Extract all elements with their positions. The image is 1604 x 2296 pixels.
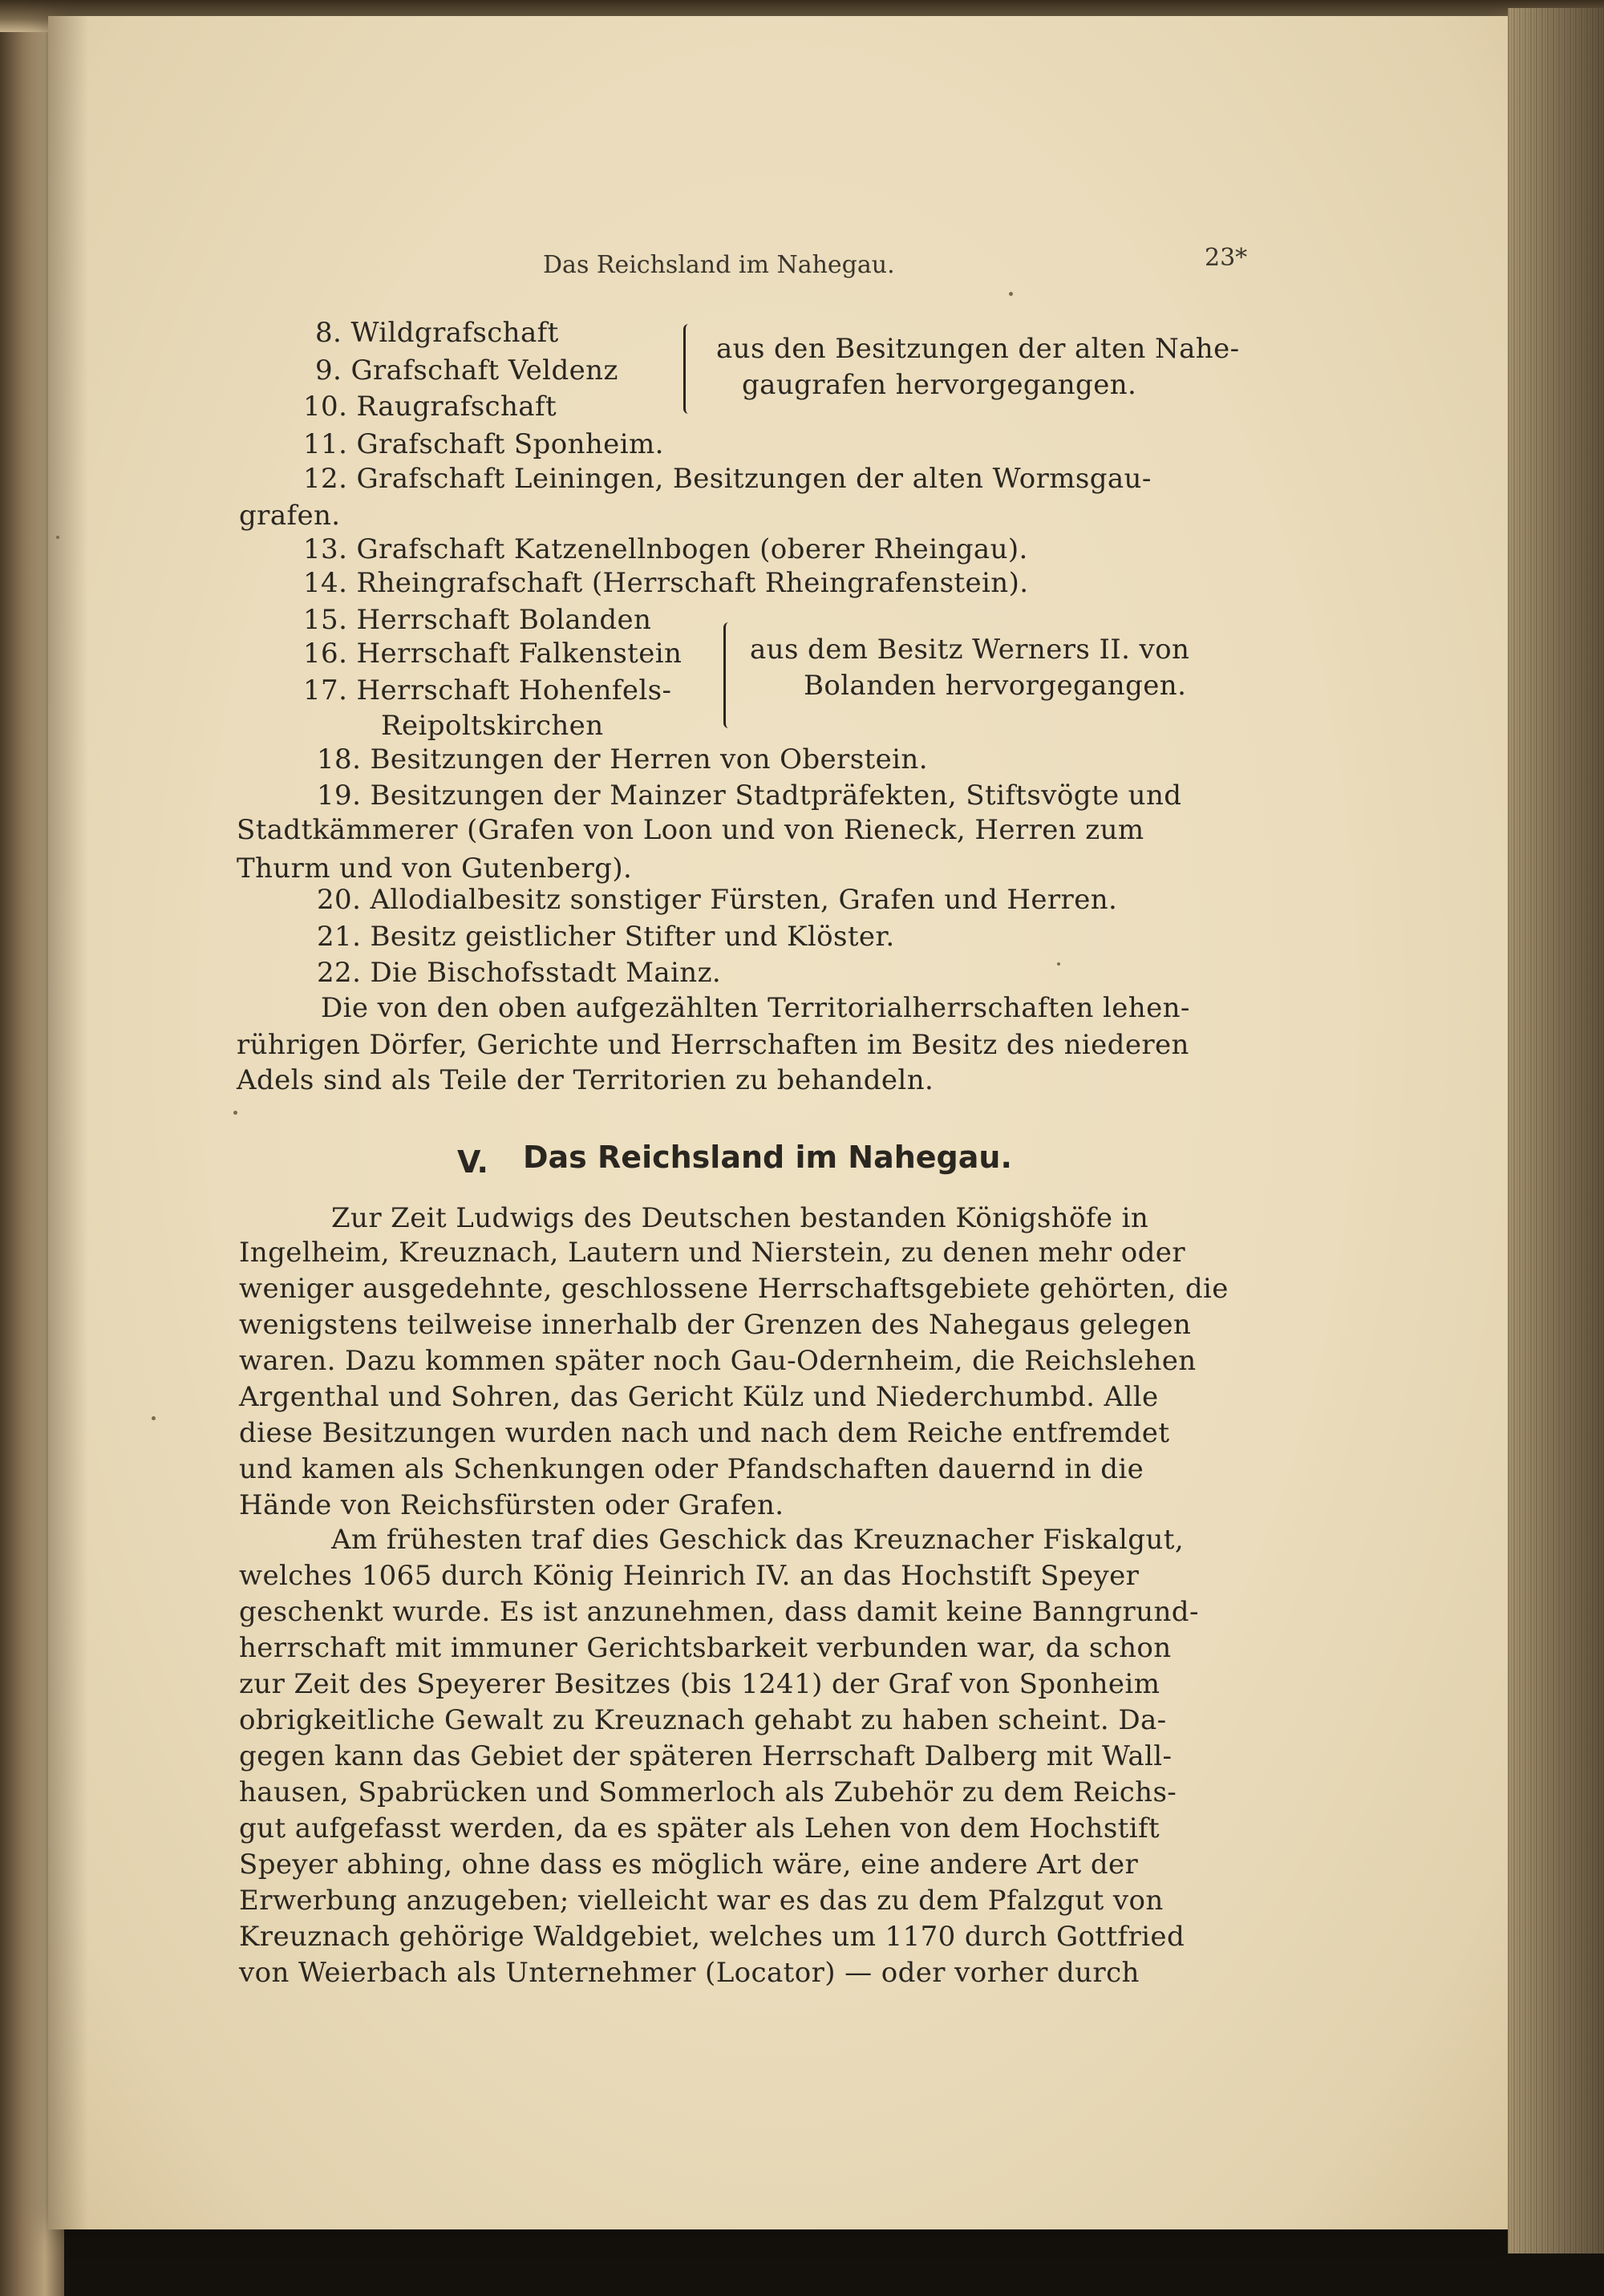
paragraph-1-line4: wenigstens teilweise innerhalb der Grenzen des Nahegaus gelegen — [239, 1309, 1192, 1341]
paragraph-2-line6: obrigkeitliche Gewalt zu Kreuznach gehabt zu haben scheint. Da- — [239, 1704, 1167, 1736]
paragraph-2-line12: Kreuznach gehörige Waldgebiet, welches um 1170 durch Gottfried — [239, 1921, 1185, 1953]
paragraph-1-line5: waren. Dazu kommen später noch Gau-Odernheim, die Reichslehen — [239, 1345, 1197, 1377]
paragraph-2-line11: Erwerbung anzugeben; vielleicht war es das zu dem Pfalzgut von — [239, 1885, 1164, 1917]
paper-speck — [152, 1416, 156, 1420]
paragraph-2-line10: Speyer abhing, ohne dass es möglich wäre, eine andere Art der — [239, 1849, 1139, 1881]
paragraph-2-line3: geschenkt wurde. Es ist anzunehmen, dass damit keine Banngrund- — [239, 1596, 1199, 1628]
running-title: Das Reichsland im Nahegau. — [543, 251, 895, 279]
closing-paragraph-line1: Die von den oben aufgezählten Territorialherrschaften lehen- — [321, 992, 1190, 1024]
list-item-13: 13. Grafschaft Katzenellnbogen (oberer Rheingau). — [303, 533, 1028, 565]
gutter-shadow — [48, 16, 88, 2229]
list-item-12-line1: 12. Grafschaft Leiningen, Besitzungen der alten Wormsgau- — [303, 463, 1152, 495]
brace-note-8-10-line1: aus den Besitzungen der alten Nahe- — [716, 333, 1240, 365]
list-item-18: 18. Besitzungen der Herren von Oberstein. — [317, 743, 928, 775]
list-item-21: 21. Besitz geistlicher Stifter und Klöster. — [317, 921, 895, 953]
list-item-9: 9. Grafschaft Veldenz — [315, 354, 618, 387]
page-fore-edge — [1508, 8, 1604, 2253]
paper-speck — [1057, 962, 1060, 966]
list-item-22: 22. Die Bischofsstadt Mainz. — [317, 957, 722, 989]
paragraph-1-line2: Ingelheim, Kreuznach, Lautern und Nierstein, zu denen mehr oder — [239, 1237, 1185, 1269]
list-item-19-line2: Stadtkämmerer (Grafen von Loon und von Rieneck, Herren zum — [237, 814, 1144, 846]
list-item-12-line2: grafen. — [239, 500, 341, 532]
paragraph-1-line8: und kamen als Schenkungen oder Pfandschaften dauernd in die — [239, 1453, 1144, 1485]
list-item-17-line1: 17. Herrschaft Hohenfels- — [303, 674, 672, 707]
list-item-10: 10. Raugrafschaft — [303, 391, 557, 423]
paragraph-2-line8: hausen, Spabrücken und Sommerloch als Zubehör zu dem Reichs- — [239, 1776, 1177, 1808]
list-item-14: 14. Rheingrafschaft (Herrschaft Rheingrafenstein). — [303, 567, 1029, 599]
paragraph-1-line9: Hände von Reichsfürsten oder Grafen. — [239, 1489, 784, 1521]
paragraph-2-line4: herrschaft mit immuner Gerichtsbarkeit verbunden war, da schon — [239, 1632, 1172, 1664]
paragraph-1-line7: diese Besitzungen wurden nach und nach dem Reiche entfremdet — [239, 1417, 1170, 1449]
paragraph-2-line13: von Weierbach als Unternehmer (Locator) — oder vorher durch — [239, 1957, 1140, 1989]
list-item-19-line3: Thurm und von Gutenberg). — [237, 852, 633, 885]
list-item-17-line2: Reipoltskirchen — [381, 710, 604, 742]
list-item-16: 16. Herrschaft Falkenstein — [303, 638, 683, 670]
brace-note-8-10-line2: gaugrafen hervorgegangen. — [742, 369, 1137, 401]
list-item-19-line1: 19. Besitzungen der Mainzer Stadtpräfekten, Stiftsvögte und — [317, 780, 1182, 812]
closing-paragraph-line2: rührigen Dörfer, Gerichte und Herrschaften im Besitz des niederen — [237, 1029, 1189, 1061]
paragraph-2-line5: zur Zeit des Speyerer Besitzes (bis 1241) der Graf von Sponheim — [239, 1668, 1160, 1700]
brace-15-17 — [723, 622, 734, 728]
brace-8-10 — [683, 324, 694, 414]
list-item-20: 20. Allodialbesitz sonstiger Fürsten, Grafen und Herren. — [317, 884, 1118, 916]
closing-paragraph-line3: Adels sind als Teile der Territorien zu behandeln. — [237, 1064, 934, 1096]
paper-speck — [56, 536, 59, 539]
paragraph-1-line3: weniger ausgedehnte, geschlossene Herrschaftsgebiete gehörten, die — [239, 1273, 1229, 1305]
section-number: V. — [457, 1144, 488, 1180]
page-number: 23* — [1205, 244, 1248, 272]
paragraph-1-line1: Zur Zeit Ludwigs des Deutschen bestanden Königshöfe in — [331, 1202, 1149, 1234]
paper-speck — [1009, 292, 1013, 296]
paper-speck — [233, 1111, 237, 1115]
paragraph-2-line1: Am frühesten traf dies Geschick das Kreuznacher Fiskalgut, — [331, 1524, 1185, 1556]
paragraph-2-line9: gut aufgefasst werden, da es später als Lehen von dem Hochstift — [239, 1812, 1160, 1844]
brace-note-15-17-line2: Bolanden hervorgegangen. — [804, 670, 1187, 702]
list-item-15: 15. Herrschaft Bolanden — [303, 604, 652, 636]
paragraph-2-line7: gegen kann das Gebiet der späteren Herrschaft Dalberg mit Wall- — [239, 1740, 1173, 1772]
paragraph-2-line2: welches 1065 durch König Heinrich IV. an das Hochstift Speyer — [239, 1560, 1140, 1592]
list-item-8: 8. Wildgrafschaft — [315, 317, 559, 349]
section-title: Das Reichsland im Nahegau. — [523, 1140, 1012, 1175]
brace-note-15-17-line1: aus dem Besitz Werners II. von — [750, 634, 1190, 666]
list-item-11: 11. Grafschaft Sponheim. — [303, 428, 664, 460]
paragraph-1-line6: Argenthal und Sohren, das Gericht Külz und Niederchumbd. Alle — [239, 1381, 1159, 1413]
